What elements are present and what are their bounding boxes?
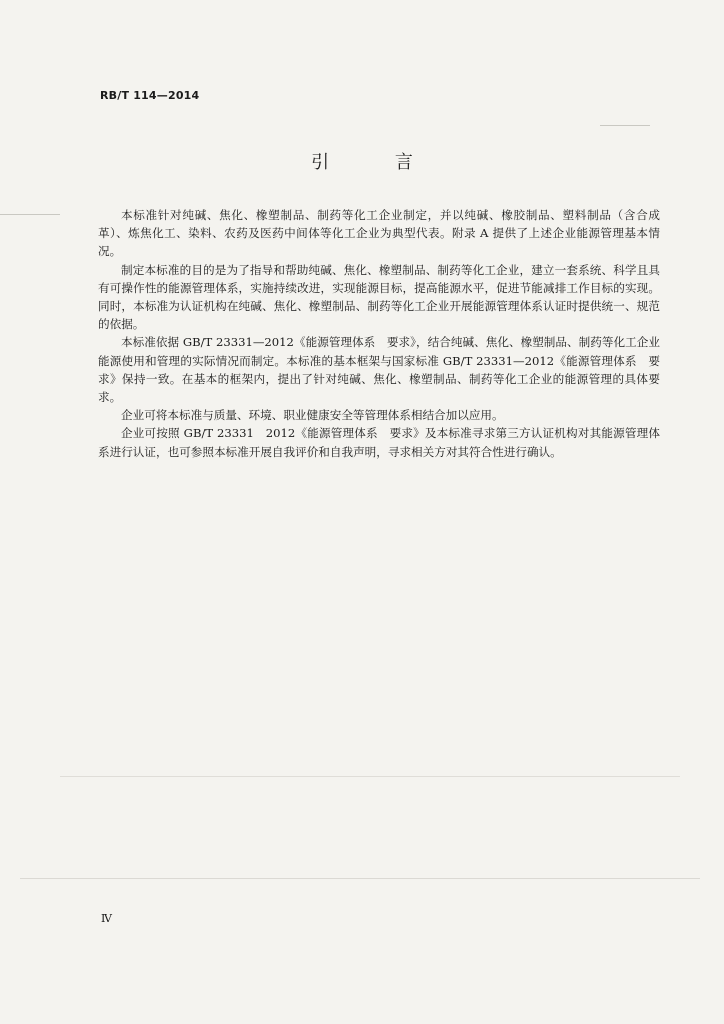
section-title: 引 言 xyxy=(311,152,443,173)
scan-artifact-line xyxy=(20,878,700,879)
scan-artifact-line xyxy=(0,214,60,215)
paragraph-purpose: 制定本标准的目的是为了指导和帮助纯碱、焦化、橡塑制品、制药等化工企业，建立一套系统、科学且具有可操作性的能源管理体系，实施持续改进，实现能源目标，提高能源水平，促进节能减排工作目标的实现。同时，本标准为认证机构在纯碱、焦化、橡塑制品、制药等化工企业开展能源管理体系认证时提供统一、规范的依据。 xyxy=(98,262,660,332)
page-number: Ⅳ xyxy=(101,912,112,925)
scan-artifact-line xyxy=(600,125,650,126)
paragraph-scope: 本标准针对纯碱、焦化、橡塑制品、制药等化工企业制定，并以纯碱、橡胶制品、塑料制品（含合成革）、炼焦化工、染料、农药及医药中间体等化工企业为典型代表。附录 A 提供了上述企业能源管理基本情况。 xyxy=(98,208,660,259)
paragraph-certification: 企业可按照 GB/T 23331 2012《能源管理体系 要求》及本标准寻求第三方认证机构对其能源管理体系进行认证，也可参照本标准开展自我评价和自我声明，寻求相关方对其符合性进行确认。 xyxy=(98,426,660,459)
paragraph-basis: 本标准依据 GB/T 23331—2012《能源管理体系 要求》，结合纯碱、焦化、橡塑制品、制药等化工企业能源使用和管理的实际情况而制定。本标准的基本框架与国家标准 GB/T 23331—2012《能源管理体系 要求》保持一致。在基本的框架内，提出了针对纯碱、焦化、橡塑制品、制药等化工企业的能源管理的具体要求。 xyxy=(98,335,660,405)
paragraph-integration: 企业可将本标准与质量、环境、职业健康安全等管理体系相结合加以应用。 xyxy=(121,408,504,423)
scan-artifact-line xyxy=(60,776,680,777)
introduction-body xyxy=(98,206,660,461)
standard-code: RB/T 114—2014 xyxy=(100,89,200,102)
